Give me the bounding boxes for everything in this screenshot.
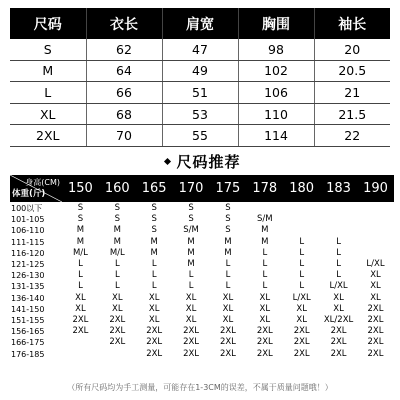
recommended-size-cell: S — [188, 203, 194, 214]
recommended-size-cell: L — [78, 259, 83, 270]
recommended-size-cell — [99, 348, 136, 359]
recommended-size-cell: L — [114, 270, 120, 281]
sleeve-cell: 22 — [314, 125, 390, 147]
size-cell: M — [10, 60, 86, 82]
recommended-size-cell: XL — [112, 303, 123, 314]
recommended-size-cell: M — [113, 236, 121, 247]
recommended-size-cell — [320, 214, 357, 225]
height-header: 180 — [283, 175, 320, 202]
recommended-size-cell: 2XL — [256, 326, 273, 337]
header-length: 衣长 — [86, 8, 162, 39]
recommended-size-cell: 2XL — [109, 337, 126, 348]
recommended-size-cell: 2XL — [183, 326, 200, 337]
sleeve-cell: 21.5 — [314, 103, 390, 125]
recommended-size-cell — [357, 225, 394, 236]
size-chart-header-row — [10, 8, 390, 39]
recommended-size-cell: M — [150, 247, 158, 258]
recommended-size-cell: 2XL — [219, 337, 236, 348]
recommended-size-cell: M — [187, 259, 195, 270]
height-header: 160 — [99, 175, 136, 202]
size-cell: L — [10, 82, 86, 104]
recommended-size-cell: L — [188, 281, 194, 292]
weight-range-cell: 136-140 — [11, 293, 45, 303]
recommendation-row — [10, 293, 394, 304]
weight-range-cell: 151-155 — [11, 315, 45, 325]
height-header: 150 — [62, 175, 99, 202]
recommended-size-cell: S — [151, 203, 157, 214]
recommended-size-cell: 2XL — [72, 314, 89, 325]
height-header: 178 — [246, 175, 283, 202]
recommended-size-cell: L — [299, 247, 305, 258]
chest-cell: 98 — [238, 39, 314, 60]
height-header-row — [10, 175, 394, 202]
recommended-size-cell: 2XL — [109, 314, 126, 325]
recommended-size-cell — [357, 237, 394, 248]
recommendation-row — [10, 270, 394, 281]
recommended-size-cell: S — [77, 203, 84, 214]
recommended-size-cell: M — [261, 236, 269, 247]
recommended-size-cell: L — [114, 259, 120, 270]
length-cell: 62 — [86, 39, 162, 60]
height-header: 165 — [136, 175, 173, 202]
recommended-size-cell: XL — [148, 314, 160, 325]
recommended-size-cell: M — [76, 225, 85, 236]
recommended-size-cell: M — [224, 236, 232, 247]
recommended-size-cell: 2XL — [146, 326, 163, 337]
weight-range-cell: 156-165 — [11, 327, 45, 337]
shoulder-cell: 51 — [162, 82, 238, 104]
height-axis-label: 身高(CM) — [25, 178, 60, 187]
header-sleeve: 袖长 — [314, 8, 390, 39]
recommendation-row — [10, 337, 394, 348]
recommended-size-cell: 2XL — [72, 326, 89, 337]
recommended-size-cell: L — [114, 281, 120, 292]
recommended-size-cell: XL — [185, 303, 197, 314]
recommended-size-cell: 2XL — [367, 337, 384, 348]
weight-range-cell: 141-150 — [11, 304, 45, 314]
chest-cell: 114 — [238, 125, 314, 147]
recommended-size-cell: 2XL — [293, 337, 310, 348]
size-row — [10, 125, 390, 147]
recommended-size-cell: L — [151, 270, 157, 281]
recommended-size-cell: L — [336, 236, 341, 247]
recommended-size-cell: M — [187, 236, 195, 247]
weight-range-cell: 101-105 — [11, 215, 45, 225]
header-shoulder: 肩宽 — [162, 8, 238, 39]
recommended-size-cell: XL — [222, 303, 234, 314]
recommended-size-cell: M/L — [109, 247, 125, 258]
recommended-size-cell — [357, 214, 394, 225]
recommendation-row — [10, 259, 394, 270]
shoulder-cell: 47 — [162, 39, 238, 60]
size-cell: 2XL — [10, 125, 86, 147]
recommended-size-cell: 2XL — [367, 348, 384, 359]
recommended-size-cell: XL — [222, 314, 234, 325]
recommended-size-cell: XL — [296, 314, 307, 325]
size-row — [10, 103, 390, 125]
recommended-size-cell: L/XL — [292, 292, 311, 303]
recommended-size-cell: XL/2XL — [323, 314, 354, 325]
size-chart-table — [10, 8, 390, 147]
diamond-icon — [164, 157, 171, 164]
sleeve-cell: 21 — [314, 82, 390, 104]
recommended-size-cell: XL — [370, 281, 381, 292]
size-cell: S — [10, 39, 86, 60]
recommended-size-cell: L — [188, 270, 194, 281]
recommended-size-cell: S/M — [183, 225, 199, 236]
recommended-size-cell — [283, 214, 320, 225]
recommended-size-cell — [320, 202, 357, 214]
recommended-size-cell: S — [114, 203, 121, 214]
recommended-size-cell: 2XL — [256, 348, 273, 359]
recommended-size-cell: XL — [222, 292, 234, 303]
size-cell: XL — [10, 103, 86, 125]
recommended-size-cell: S — [77, 214, 84, 225]
recommended-size-cell: L — [78, 281, 83, 292]
recommended-size-cell: M/L — [72, 247, 88, 258]
chest-cell: 110 — [238, 103, 314, 125]
recommended-size-cell: L — [336, 247, 341, 258]
size-recommendation-title: 尺码推荐 — [176, 153, 241, 171]
recommendation-row — [10, 326, 394, 337]
recommended-size-cell: XL — [148, 303, 160, 314]
shoulder-cell: 55 — [162, 125, 238, 147]
recommended-size-cell: L — [299, 270, 305, 281]
recommended-size-cell: 2XL — [293, 326, 310, 337]
recommended-size-cell: S/M — [257, 214, 273, 225]
recommended-size-cell: 2XL — [146, 337, 163, 348]
size-row — [10, 82, 390, 104]
header-size: 尺码 — [10, 8, 86, 39]
size-row — [10, 39, 390, 60]
recommended-size-cell — [62, 348, 99, 359]
size-recommendation-body — [10, 202, 394, 360]
recommended-size-cell: S — [114, 214, 121, 225]
recommended-size-cell: 2XL — [256, 337, 273, 348]
size-row — [10, 60, 390, 82]
recommendation-row — [10, 237, 394, 248]
recommended-size-cell: M — [261, 225, 269, 236]
recommended-size-cell: XL — [259, 303, 271, 314]
recommended-size-cell: 2XL — [367, 326, 384, 337]
recommended-size-cell: S — [151, 225, 157, 236]
recommended-size-cell: S — [188, 214, 194, 225]
recommended-size-cell: XL — [333, 292, 344, 303]
recommendation-row — [10, 348, 394, 359]
recommended-size-cell: M — [113, 225, 121, 236]
recommended-size-cell: XL — [259, 314, 271, 325]
recommended-size-cell: 2XL — [109, 326, 126, 337]
recommended-size-cell — [283, 202, 320, 214]
recommended-size-cell: XL — [333, 303, 344, 314]
measurement-disclaimer: （所有尺码均为手工测量，可能存在1-3CM的误差，不属于质量问题哦！） — [67, 383, 333, 392]
recommended-size-cell: L — [262, 247, 268, 258]
height-weight-corner-cell — [10, 175, 62, 202]
recommended-size-cell — [320, 225, 357, 236]
weight-range-cell: 176-185 — [11, 349, 45, 359]
recommended-size-cell: 2XL — [219, 348, 236, 359]
recommended-size-cell: L — [299, 236, 305, 247]
weight-range-cell: 131-135 — [11, 282, 45, 292]
recommended-size-cell: L — [336, 259, 341, 270]
weight-range-cell: 166-175 — [11, 338, 45, 348]
recommended-size-cell: L — [225, 259, 231, 270]
weight-range-cell: 111-115 — [11, 237, 45, 247]
recommended-size-cell: 2XL — [219, 326, 236, 337]
recommended-size-cell: L — [225, 281, 231, 292]
recommended-size-cell: L — [262, 259, 268, 270]
recommended-size-cell: 2XL — [367, 314, 384, 325]
recommended-size-cell: XL — [112, 292, 123, 303]
recommended-size-cell — [357, 202, 394, 214]
chest-cell: 102 — [238, 60, 314, 82]
recommended-size-cell: XL — [75, 303, 86, 314]
recommended-size-cell: 2XL — [330, 326, 347, 337]
recommended-size-cell: 2XL — [330, 337, 347, 348]
recommendation-row — [10, 248, 394, 259]
recommended-size-cell: XL — [370, 270, 381, 281]
recommendation-row — [10, 202, 394, 214]
recommended-size-cell: 2XL — [183, 348, 200, 359]
weight-axis-label: 体重(斤) — [12, 189, 46, 199]
recommended-size-cell — [246, 202, 283, 214]
height-header: 170 — [173, 175, 210, 202]
recommended-size-cell: S — [225, 214, 231, 225]
weight-range-cell: 126-130 — [11, 271, 45, 281]
recommended-size-cell: L — [151, 259, 157, 270]
recommended-size-cell: 2XL — [330, 348, 347, 359]
recommended-size-cell: L — [78, 270, 83, 281]
height-header: 183 — [320, 175, 357, 202]
recommended-size-cell: L — [262, 281, 268, 292]
recommended-size-cell: S — [225, 225, 231, 236]
recommendation-row — [10, 214, 394, 225]
recommended-size-cell: XL — [259, 292, 271, 303]
header-chest: 胸围 — [238, 8, 314, 39]
recommended-size-cell — [357, 248, 394, 259]
length-cell: 66 — [86, 82, 162, 104]
recommended-size-cell: L — [299, 259, 305, 270]
recommended-size-cell: 2XL — [183, 337, 200, 348]
recommended-size-cell: L — [151, 281, 157, 292]
recommended-size-cell — [283, 225, 320, 236]
recommended-size-cell: XL — [148, 292, 160, 303]
weight-range-cell: 100以下 — [11, 204, 43, 214]
height-header: 190 — [357, 175, 394, 202]
recommended-size-cell: M — [224, 247, 232, 258]
recommendation-row — [10, 304, 394, 315]
weight-range-cell: 116-120 — [11, 248, 45, 258]
recommended-size-cell: L — [262, 270, 268, 281]
recommended-size-cell: L — [225, 270, 231, 281]
size-recommendation-table — [10, 175, 394, 360]
recommended-size-cell: 2XL — [367, 303, 384, 314]
recommended-size-cell: S — [151, 214, 157, 225]
shoulder-cell: 49 — [162, 60, 238, 82]
recommendation-row — [10, 315, 394, 326]
shoulder-cell: 53 — [162, 103, 238, 125]
length-cell: 70 — [86, 125, 162, 147]
chest-cell: 106 — [238, 82, 314, 104]
sleeve-cell: 20 — [314, 39, 390, 60]
recommendation-row — [10, 225, 394, 236]
recommended-size-cell: XL — [75, 292, 86, 303]
recommended-size-cell: L/XL — [329, 281, 348, 292]
weight-range-cell: 121-125 — [11, 260, 45, 270]
recommended-size-cell: M — [150, 236, 158, 247]
recommended-size-cell: XL — [185, 292, 197, 303]
recommended-size-cell: XL — [370, 292, 381, 303]
recommended-size-cell: M — [187, 247, 195, 258]
length-cell: 64 — [86, 60, 162, 82]
recommended-size-cell: 2XL — [146, 348, 163, 359]
recommended-size-cell: L/XL — [366, 259, 385, 270]
recommendation-row — [10, 281, 394, 292]
recommended-size-cell: XL — [296, 303, 307, 314]
sleeve-cell: 20.5 — [314, 60, 390, 82]
weight-range-cell: 106-110 — [11, 226, 45, 236]
recommended-size-cell: M — [76, 236, 85, 247]
recommended-size-cell: L — [336, 270, 341, 281]
length-cell: 68 — [86, 103, 162, 125]
recommended-size-cell: 2XL — [293, 348, 310, 359]
recommended-size-cell: S — [225, 203, 231, 214]
recommended-size-cell — [62, 337, 99, 348]
height-header: 175 — [210, 175, 247, 202]
size-recommendation-heading — [0, 151, 400, 169]
recommended-size-cell: XL — [185, 314, 197, 325]
recommended-size-cell: L — [299, 281, 305, 292]
